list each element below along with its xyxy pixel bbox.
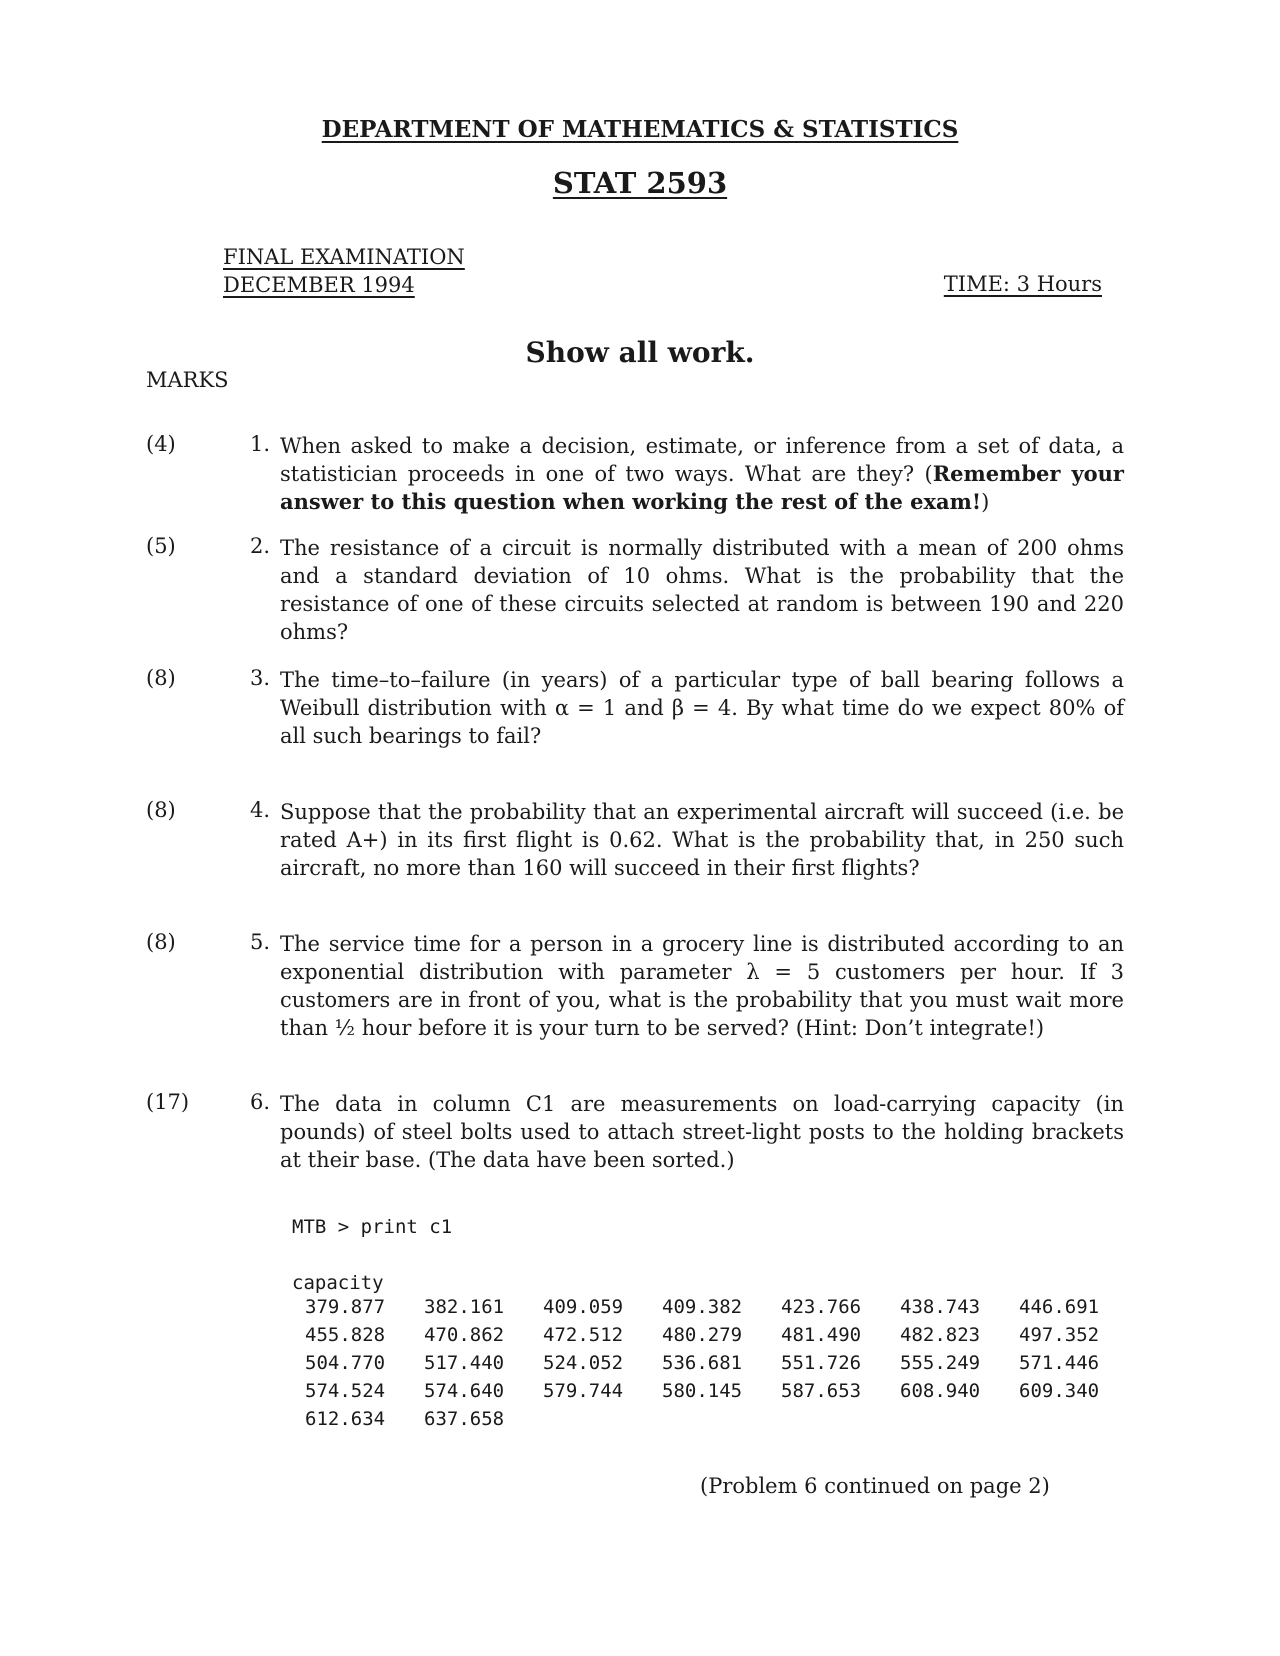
data-cell: 609.340	[1019, 1380, 1100, 1402]
exam-type: FINAL EXAMINATION	[223, 245, 465, 269]
data-cell: 612.634	[305, 1408, 386, 1430]
question-1-marks: (4)	[146, 432, 176, 456]
data-cell: 555.249	[900, 1352, 981, 1374]
question-5-marks: (8)	[146, 930, 176, 954]
question-5-text: The service time for a person in a grocery line is distributed according to an exponential distribution with parameter λ = 5 customers per hour. If 3 customers are in front of you, what is the probability that you must wait more than ½ hour before it is your turn to be served? (Hint: Don’t integrate!)	[280, 932, 1124, 1040]
data-cell	[781, 1408, 900, 1436]
question-2-marks: (5)	[146, 534, 176, 558]
data-cell: 551.726	[781, 1352, 862, 1374]
data-cell: 438.743	[900, 1296, 981, 1318]
table-row	[305, 1352, 1138, 1380]
data-cell: 608.940	[900, 1380, 981, 1402]
data-cell: 574.524	[305, 1380, 386, 1402]
question-4-marks: (8)	[146, 798, 176, 822]
question-6-number: 6.	[250, 1090, 271, 1114]
question-2-text: The resistance of a circuit is normally distributed with a mean of 200 ohms and a standard deviation of 10 ohms. What is the probability that the resistance of one of these circuits selected at random is between 190 and 220 ohms?	[280, 536, 1124, 644]
data-cell: 423.766	[781, 1296, 862, 1318]
data-cell: 637.658	[424, 1408, 505, 1430]
column-name: capacity	[292, 1272, 384, 1294]
data-cell	[662, 1408, 781, 1436]
table-row	[305, 1380, 1138, 1408]
question-1-number: 1.	[250, 432, 271, 456]
minitab-command: MTB > print c1	[292, 1216, 453, 1238]
course-code: STAT 2593	[552, 166, 728, 200]
exam-time: TIME: 3 Hours	[943, 272, 1102, 296]
continuation-note: (Problem 6 continued on page 2)	[700, 1474, 1050, 1498]
data-cell: 446.691	[1019, 1296, 1100, 1318]
question-3-marks: (8)	[146, 666, 176, 690]
data-cell: 580.145	[662, 1380, 743, 1402]
data-cell: 472.512	[543, 1324, 624, 1346]
data-cell: 409.382	[662, 1296, 743, 1318]
question-6-text: The data in column C1 are measurements on load-carrying capacity (in pounds) of steel bolts used to attach street-light posts to the holding brackets at their base. (The data have been sorted.)	[280, 1092, 1124, 1172]
exam-info	[223, 243, 465, 299]
data-cell: 574.640	[424, 1380, 505, 1402]
instruction: Show all work.	[525, 336, 755, 369]
question-1-emphasis: Remember your answer to this question when working the rest of the exam!	[280, 461, 1124, 514]
question-1-text: When asked to make a decision, estimate, or inference from a set of data, a statistician proceeds in one of two ways. What are they? (Remember your answer to this question when working the rest of the exam!)	[280, 434, 1124, 514]
data-cell: 470.862	[424, 1324, 505, 1346]
data-cell: 482.823	[900, 1324, 981, 1346]
data-cell: 571.446	[1019, 1352, 1100, 1374]
data-cell	[1019, 1408, 1138, 1436]
question-3-number: 3.	[250, 666, 271, 690]
table-row	[305, 1408, 1138, 1436]
table-row	[305, 1324, 1138, 1352]
data-cell: 409.059	[543, 1296, 624, 1318]
question-4-number: 4.	[250, 798, 271, 822]
data-cell: 480.279	[662, 1324, 743, 1346]
capacity-data-table	[305, 1296, 1138, 1436]
question-2-number: 2.	[250, 534, 271, 558]
data-cell: 536.681	[662, 1352, 743, 1374]
department-title: DEPARTMENT OF MATHEMATICS & STATISTICS	[321, 116, 959, 143]
data-cell: 524.052	[543, 1352, 624, 1374]
data-cell: 455.828	[305, 1324, 386, 1346]
data-cell: 587.653	[781, 1380, 862, 1402]
data-cell	[543, 1408, 662, 1436]
exam-date: DECEMBER 1994	[223, 273, 415, 297]
data-cell: 481.490	[781, 1324, 862, 1346]
data-cell: 579.744	[543, 1380, 624, 1402]
data-cell	[900, 1408, 1019, 1436]
marks-label: MARKS	[146, 368, 229, 392]
data-cell: 517.440	[424, 1352, 505, 1374]
question-6-marks: (17)	[146, 1090, 190, 1114]
data-cell: 504.770	[305, 1352, 386, 1374]
data-cell: 379.877	[305, 1296, 386, 1318]
question-5-number: 5.	[250, 930, 271, 954]
question-4-text: Suppose that the probability that an experimental aircraft will succeed (i.e. be rated A+) in its first flight is 0.62. What is the probability that, in 250 such aircraft, no more than 160 will succeed in their first flights?	[280, 800, 1124, 880]
table-row	[305, 1296, 1138, 1324]
data-cell: 497.352	[1019, 1324, 1100, 1346]
question-3-text: The time–to–failure (in years) of a particular type of ball bearing follows a Weibull distribution with α = 1 and β = 4. By what time do we expect 80% of all such bearings to fail?	[280, 668, 1124, 748]
data-cell: 382.161	[424, 1296, 505, 1318]
